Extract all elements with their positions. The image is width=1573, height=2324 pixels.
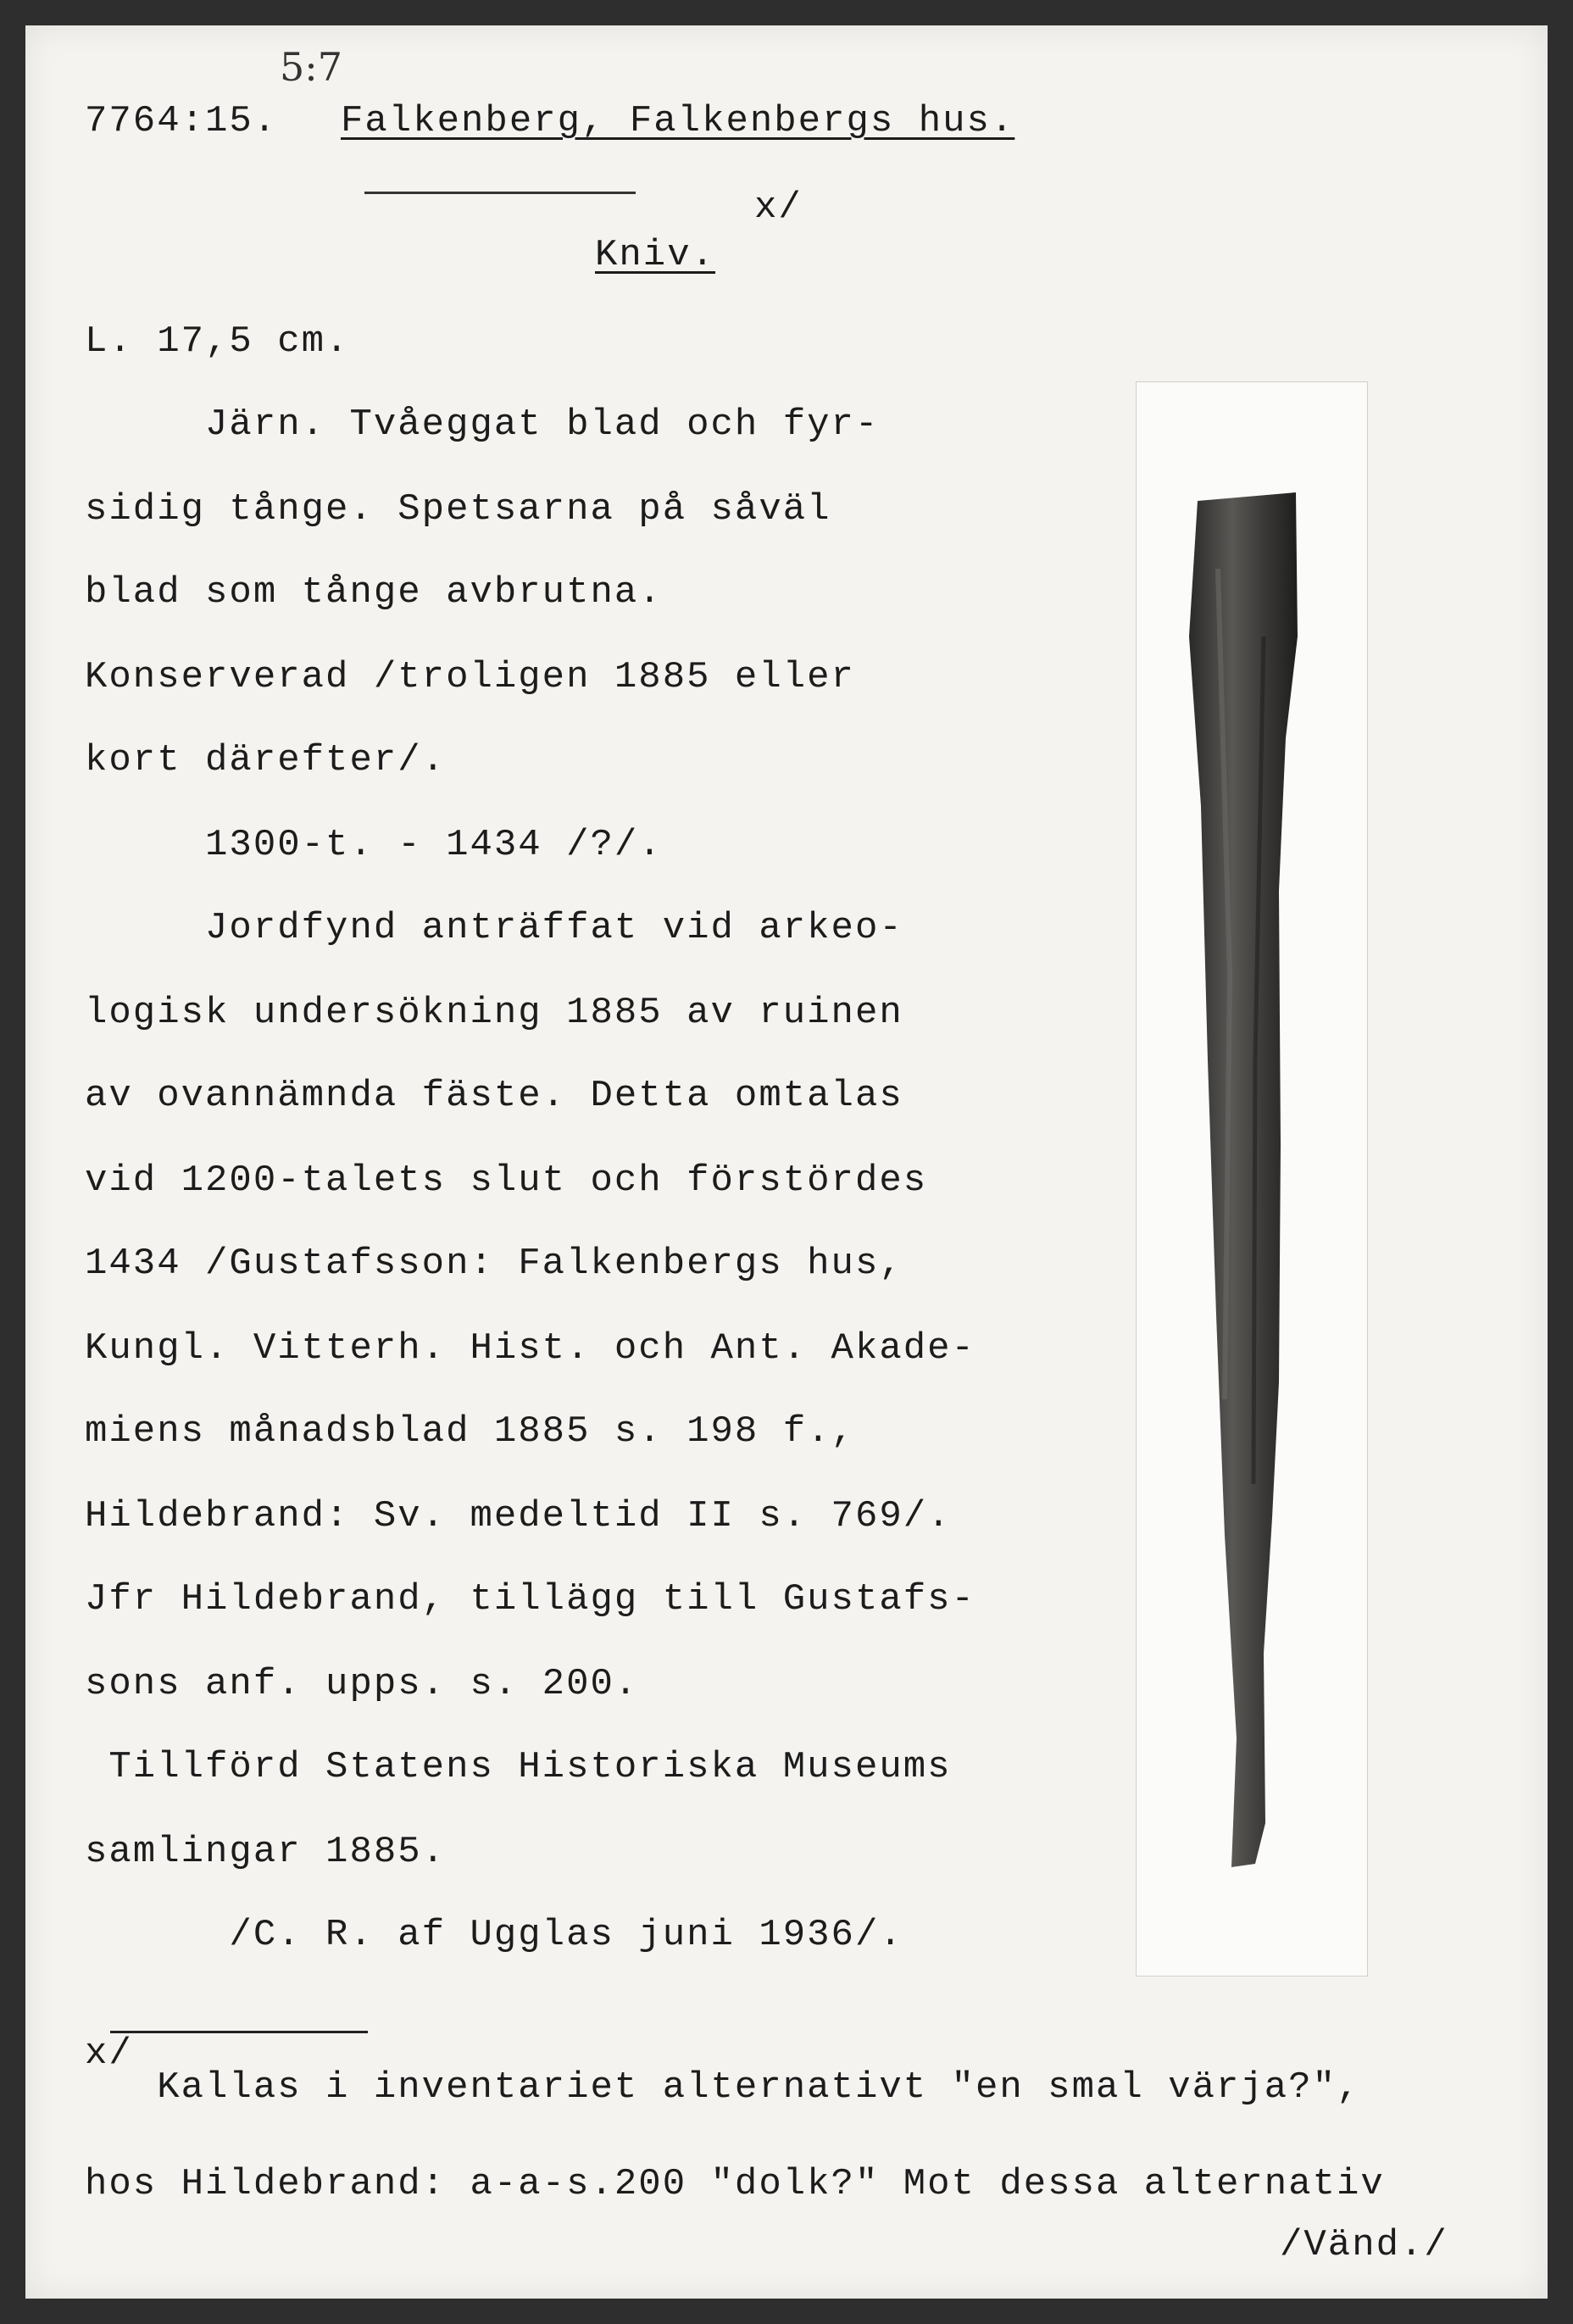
- title-footnote-mark: x/: [754, 186, 803, 229]
- body-line: logisk undersökning 1885 av ruinen: [85, 992, 903, 1034]
- object-photo-frame: [1136, 381, 1368, 1977]
- object-title: Kniv.: [595, 234, 716, 276]
- knife-silhouette: [1189, 492, 1298, 1867]
- location-heading: Falkenberg, Falkenbergs hus.: [341, 100, 1015, 142]
- footnote-separator: [110, 2031, 368, 2033]
- footnote-line: hos Hildebrand: a-a-s.200 "dolk?" Mot dessa alternativ: [85, 2163, 1385, 2205]
- body-line: miens månadsblad 1885 s. 198 f.,: [85, 1410, 855, 1453]
- body-line: sons anf. upps. s. 200.: [85, 1663, 639, 1705]
- body-line: Hildebrand: Sv. medeltid II s. 769/.: [85, 1495, 952, 1537]
- body-line: /C. R. af Ugglas juni 1936/.: [85, 1914, 903, 1956]
- title-underline-rule: [364, 192, 636, 194]
- inventory-number: 7764:15.: [85, 100, 278, 142]
- body-line: sidig tånge. Spetsarna på såväl: [85, 488, 831, 531]
- catalog-card: [25, 25, 1548, 2299]
- body-line: av ovannämnda fäste. Detta omtalas: [85, 1075, 903, 1117]
- footnote-line: Kallas i inventariet alternativt "en smal värja?",: [85, 2066, 1361, 2109]
- body-line: Kungl. Vitterh. Hist. och Ant. Akade-: [85, 1327, 975, 1370]
- body-line: 1300-t. - 1434 /?/.: [85, 824, 663, 866]
- footnote-mark: x/: [85, 2032, 133, 2075]
- body-line: Tillförd Statens Historiska Museums: [85, 1746, 952, 1788]
- body-line: Järn. Tvåeggat blad och fyr-: [85, 403, 880, 446]
- body-line: 1434 /Gustafsson: Falkenbergs hus,: [85, 1243, 903, 1285]
- body-line: samlingar 1885.: [85, 1831, 447, 1873]
- body-line: Jordfynd anträffat vid arkeo-: [85, 907, 903, 949]
- handwritten-number: 5:7: [280, 44, 343, 90]
- knife-photo: [1137, 382, 1367, 1976]
- body-line: Konserverad /troligen 1885 eller: [85, 656, 855, 698]
- body-line: kort därefter/.: [85, 739, 447, 781]
- body-line: vid 1200-talets slut och förstördes: [85, 1159, 928, 1202]
- body-line: blad som tånge avbrutna.: [85, 571, 663, 614]
- body-line: Jfr Hildebrand, tillägg till Gustafs-: [85, 1578, 975, 1621]
- body-line: L. 17,5 cm.: [85, 320, 350, 363]
- turn-over-note: /Vänd./: [1280, 2224, 1448, 2266]
